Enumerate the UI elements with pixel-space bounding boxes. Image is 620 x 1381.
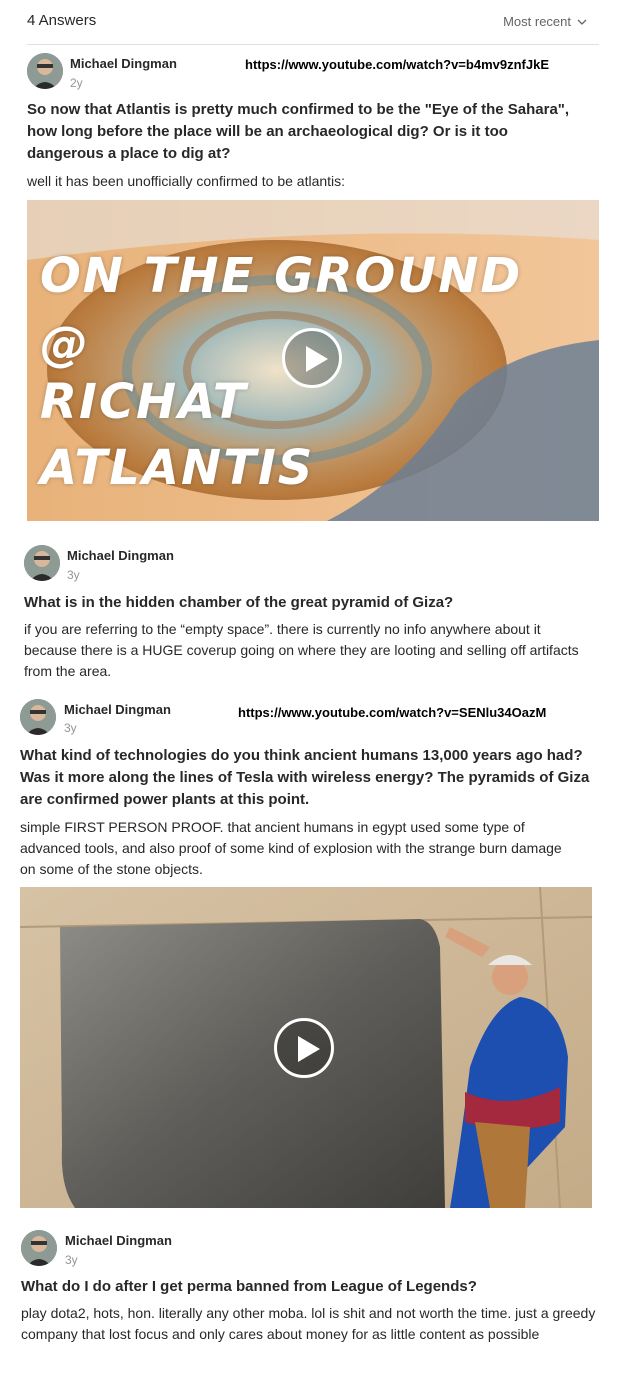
avatar[interactable] — [21, 1230, 57, 1266]
author-name[interactable]: Michael Dingman — [64, 702, 171, 717]
question-title[interactable]: What do I do after I get perma banned from League of Legends? — [21, 1278, 477, 1295]
answer-time[interactable]: 2y — [70, 76, 83, 90]
avatar[interactable] — [27, 53, 63, 89]
video-thumbnail[interactable] — [20, 887, 592, 1208]
author-name[interactable]: Michael Dingman — [67, 548, 174, 563]
avatar[interactable] — [24, 545, 60, 581]
question-title[interactable]: What is in the hidden chamber of the great pyramid of Giza? — [24, 594, 454, 611]
answer-count: 4 Answers — [27, 12, 97, 29]
thumbnail-title-line2: @ — [40, 316, 90, 372]
answer-body: well it has been unofficially confirmed to be atlantis: — [27, 173, 346, 189]
author-name[interactable]: Michael Dingman — [65, 1233, 172, 1248]
answer-body: if you are referring to the “empty space”. there is currently no info anywhere about it because there is a HUGE coverup going on where they are looting and selling off artifacts from the area. — [24, 621, 579, 679]
avatar[interactable] — [20, 699, 56, 735]
question-title[interactable]: So now that Atlantis is pretty much confirmed to be the "Eye of the Sahara", how long before the place will be an archaeological dig? Or is it too dangerous a place to dig at? — [27, 101, 570, 162]
answers-header — [27, 10, 599, 45]
sort-dropdown[interactable] — [503, 14, 587, 29]
answer-time[interactable]: 3y — [64, 721, 77, 735]
video-thumbnail[interactable] — [27, 200, 599, 521]
answer-body: play dota2, hots, hon. literally any other moba. lol is shit and not worth the time. just a greedy company that lost focus and only cares about money for as little content as possible — [21, 1305, 596, 1342]
play-icon[interactable] — [274, 1018, 334, 1078]
author-name[interactable]: Michael Dingman — [70, 56, 177, 71]
answer-time[interactable]: 3y — [65, 1253, 78, 1267]
chevron-down-icon — [577, 17, 587, 29]
video-url: https://www.youtube.com/watch?v=SENlu34OazM — [238, 705, 547, 720]
thumbnail-title-line3: RICHAT — [40, 374, 248, 430]
thumbnail-title-line1: ON THE GROUND — [40, 248, 523, 304]
sort-label: Most recent — [503, 14, 571, 29]
thumbnail-title-line4: ATLANTIS — [40, 440, 315, 496]
video-url: https://www.youtube.com/watch?v=b4mv9znfJkE — [245, 57, 549, 72]
play-icon[interactable] — [282, 328, 342, 388]
answer-body: simple FIRST PERSON PROOF. that ancient humans in egypt used some type of advanced tools, and also proof of some kind of explosion with the strange burn damage on some of the stone objects. — [20, 819, 562, 877]
question-title[interactable]: What kind of technologies do you think ancient humans 13,000 years ago had? Was it more along the lines of Tesla with wireless energy? The pyramids of Giza are confirmed power plants at this point. — [20, 747, 590, 808]
answer-time[interactable]: 3y — [67, 568, 80, 582]
